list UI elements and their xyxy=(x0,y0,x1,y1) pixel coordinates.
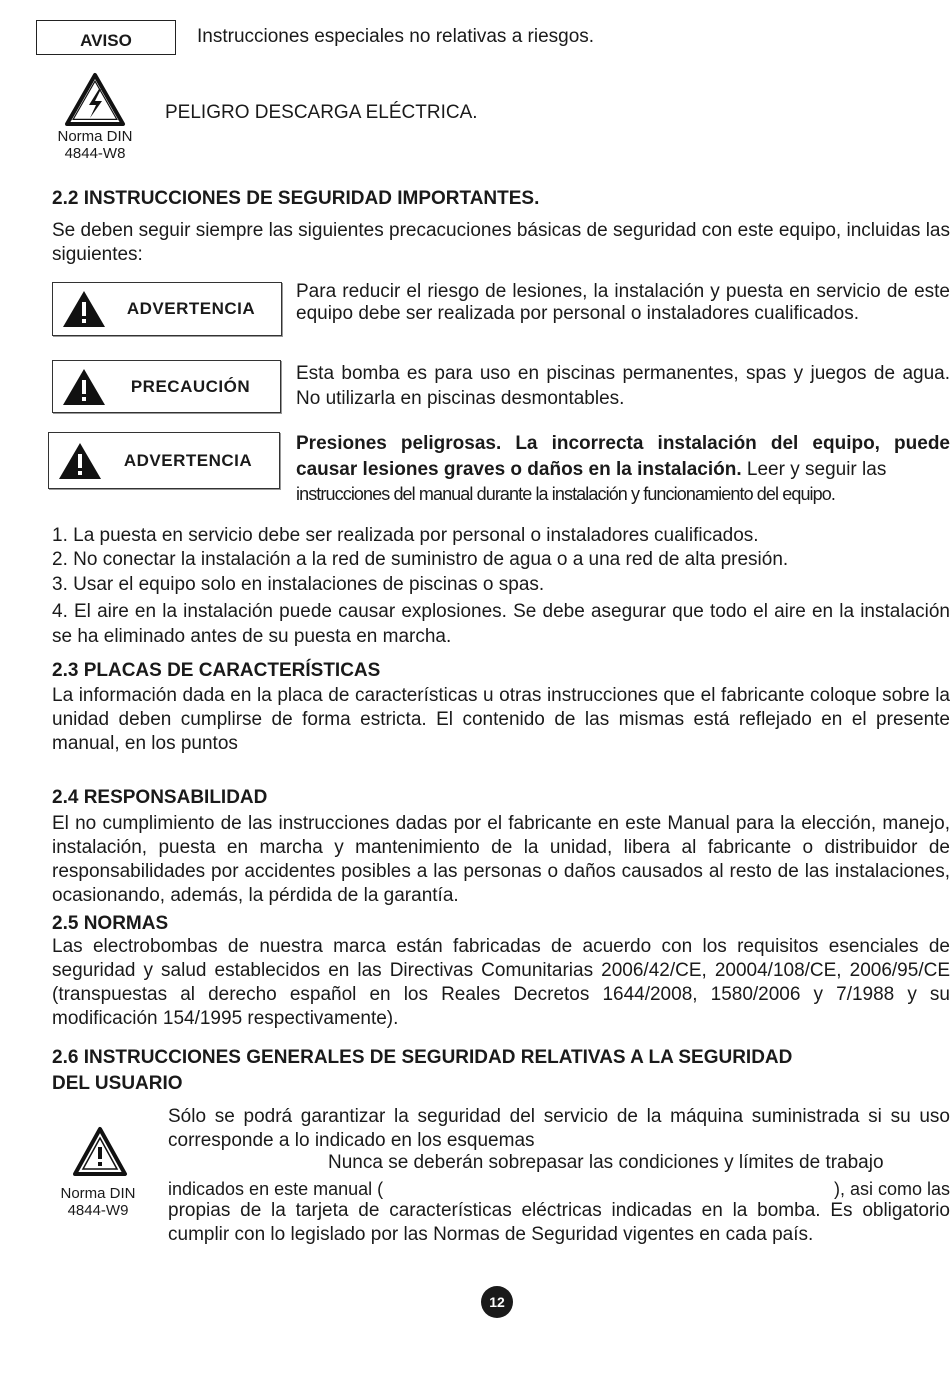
safety-list-item-1: 1. La puesta en servicio debe ser realizada por personal o instaladores cualificados. xyxy=(52,525,759,546)
section-2-5-body: Las electrobombas de nuestra marca están fabricadas de acuerdo con los requisitos esenciales de seguridad y salud establecidos en las Directivas Comunitarias 2006/42/CE, 20004/108/CE, 2006/95/CE (transpuestas al derecho español en los Reales Decretos 1644/2008, 1580/2006 y 7/1988 y su modificación 154/1995 respectivamente). xyxy=(52,936,950,1029)
electric-shock-text: PELIGRO DESCARGA ELÉCTRICA. xyxy=(165,102,478,123)
section-2-2-intro: Se deben seguir siempre las siguientes precacuciones básicas de seguridad con este equipo, incluidas las siguientes: xyxy=(52,220,950,265)
warning-label-text: PRECAUCIÓN xyxy=(130,376,251,396)
section-2-4-heading: 2.4 RESPONSABILIDAD xyxy=(52,787,268,808)
section-2-6-p3-right: ), asi como las xyxy=(833,1179,950,1199)
warning-triangle-icon xyxy=(57,441,103,481)
norma-din-w9-line1: Norma DIN xyxy=(60,1185,136,1202)
warning-3-condensed: instrucciones del manual durante la instalación y funcionamiento del equipo. xyxy=(296,484,835,504)
section-2-6-p2: Nunca se deberán sobrepasar las condiciones y límites de trabajo xyxy=(328,1152,884,1173)
warning-label-advertencia-2 xyxy=(48,432,280,489)
section-2-6-heading-line1: 2.6 INSTRUCCIONES GENERALES DE SEGURIDAD RELATIVAS A LA SEGURIDAD xyxy=(52,1047,793,1068)
section-2-6-p3 xyxy=(168,1177,950,1201)
warning-2-text: Esta bomba es para uso en piscinas permanentes, spas y juegos de agua. No utilizarla en piscinas desmontables. xyxy=(296,363,950,409)
warning-label-advertencia-1 xyxy=(52,282,282,336)
safety-list-item-2: 2. No conectar la instalación a la red de suministro de agua o a una red de alta presión. xyxy=(52,549,789,570)
aviso-label: AVISO xyxy=(36,20,176,55)
page-number: 12 xyxy=(481,1286,513,1318)
section-2-6-p1: Sólo se podrá garantizar la seguridad del servicio de la máquina suministrada si su uso corresponde a lo indicado en los esquemas xyxy=(168,1106,950,1151)
section-2-6-p3-left: indicados en este manual ( xyxy=(168,1179,384,1199)
norma-din-w8-line1: Norma DIN xyxy=(57,128,133,145)
section-2-4-body: El no cumplimiento de las instrucciones dadas por el fabricante en este Manual para la elección, manejo, instalación, puesta en marcha y mantenimiento de la unidad, libera al fabricante o distribuidor de responsabilidades por accidentes posibles a las personas o daños causados al resto de las instalaciones, ocasionando, además, la pérdida de la garantía. xyxy=(52,813,950,906)
norma-din-w8 xyxy=(46,128,144,162)
warning-triangle-icon xyxy=(61,289,107,329)
section-2-3-body: La información dada en la placa de características u otras instrucciones que el fabricante coloque sobre la unidad deben cumplirse de forma estricta. El contenido de las mismas está reflejado en el presente manual, en los puntos xyxy=(52,685,950,754)
warning-label-precaucion xyxy=(52,360,281,413)
section-2-6-heading-line2: DEL USUARIO xyxy=(52,1073,183,1094)
section-2-5-heading: 2.5 NORMAS xyxy=(52,913,169,934)
warning-3-normal: Leer y seguir las xyxy=(741,459,887,480)
warning-triangle-icon xyxy=(61,367,107,407)
norma-din-w8-line2: 4844-W8 xyxy=(64,145,126,162)
section-2-2-heading: 2.2 INSTRUCCIONES DE SEGURIDAD IMPORTANTES. xyxy=(52,188,540,209)
general-warning-icon xyxy=(72,1126,128,1178)
safety-list-item-4: 4. El aire en la instalación puede causar explosiones. Se debe asegurar que todo el aire en la instalación se ha eliminado antes de su puesta en marcha. xyxy=(52,601,950,647)
warning-label-text: ADVERTENCIA xyxy=(123,450,253,470)
section-2-6-p4: propias de la tarjeta de características eléctricas indicadas en la bomba. Es obligatorio cumplir con lo legislado por las Normas de Seguridad vigentes en cada país. xyxy=(168,1200,950,1245)
warning-label-text: ADVERTENCIA xyxy=(126,299,256,318)
section-2-3-heading: 2.3 PLACAS DE CARACTERÍSTICAS xyxy=(52,660,381,681)
safety-list-item-3: 3. Usar el equipo solo en instalaciones de piscinas o spas. xyxy=(52,574,545,595)
electric-shock-warning-icon xyxy=(64,72,126,128)
norma-din-w9-line2: 4844-W9 xyxy=(67,1202,129,1219)
warning-1-text: Para reducir el riesgo de lesiones, la instalación y puesta en servicio de este equipo debe ser realizada por personal o instaladores cualificados. xyxy=(296,281,950,324)
aviso-text: Instrucciones especiales no relativas a riesgos. xyxy=(197,26,595,47)
warning-3-text xyxy=(296,431,950,483)
norma-din-w9 xyxy=(50,1185,146,1219)
warning-3-bold: Presiones peligrosas. La incorrecta instalación del equipo, puede causar lesiones graves o daños en la instalación. xyxy=(296,433,950,480)
